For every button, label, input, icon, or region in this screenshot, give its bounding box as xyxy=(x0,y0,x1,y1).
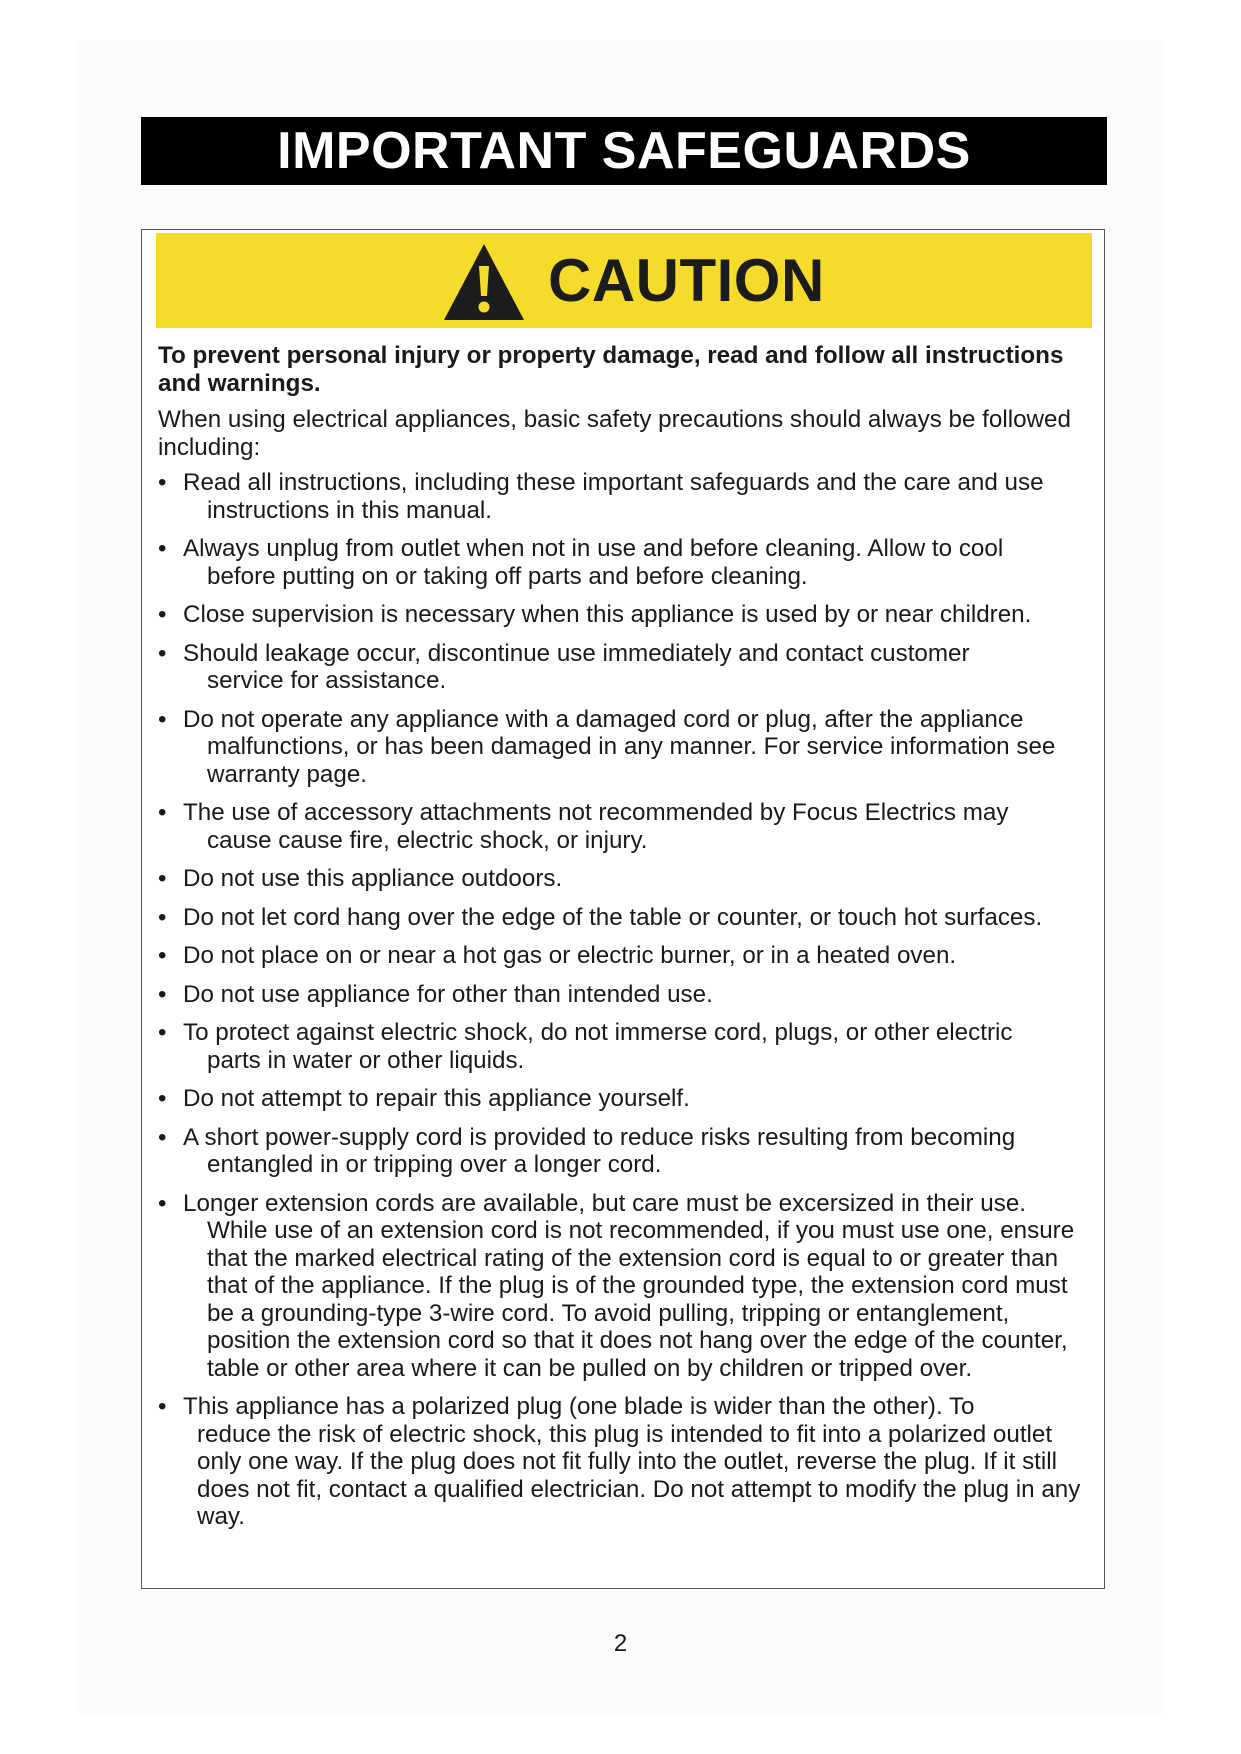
bullet-icon: • xyxy=(158,639,167,667)
list-item: • Do not use appliance for other than intended use. xyxy=(158,980,713,1008)
bullet-icon: • xyxy=(158,535,167,562)
bullet-icon: • xyxy=(158,705,167,733)
list-item: • Do not use this appliance outdoors. xyxy=(158,865,563,892)
bullet-icon: • xyxy=(158,469,167,496)
list-item: • A short power-supply cord is provided to reduce risks resulting from becoming entangled in or tripping over a longer cord. xyxy=(158,1123,1016,1178)
list-item: • This appliance has a polarized plug (one blade is wider than the other). To reduce the risk of electric shock, this plug is intended to fit into a polarized outlet only one way. If the plug does not fit fully into the outlet, reverse the plug. If it still does not fit, contact a qualified electrician. Do not attempt to modify the plug in any way. xyxy=(158,1393,1081,1530)
list-item: • Do not attempt to repair this appliance yourself. xyxy=(158,1085,690,1112)
page-title: IMPORTANT SAFEGUARDS xyxy=(141,117,1107,185)
bullet-icon: • xyxy=(158,980,167,1008)
caution-banner xyxy=(156,233,1092,328)
list-item: • Do not place on or near a hot gas or electric burner, or in a heated oven. xyxy=(158,942,957,969)
list-item: • Do not operate any appliance with a damaged cord or plug, after the appliance malfunctions, or has been damaged in any manner. For service information see warranty page. xyxy=(158,705,1056,788)
list-item: • To protect against electric shock, do not immerse cord, plugs, or other electric parts in water or other liquids. xyxy=(158,1019,1013,1074)
safeguard-list xyxy=(158,469,1088,1531)
bullet-icon: • xyxy=(158,942,167,969)
bullet-icon: • xyxy=(158,1393,167,1420)
safeguards-content xyxy=(158,342,1088,1542)
list-item: • Close supervision is necessary when this appliance is used by or near children. xyxy=(158,601,1032,628)
bullet-icon: • xyxy=(158,1123,167,1151)
caution-heading: CAUTION xyxy=(548,247,825,314)
bullet-icon: • xyxy=(158,1189,167,1217)
list-item: • Always unplug from outlet when not in use and before cleaning. Allow to cool before putting on or taking off parts and before cleaning. xyxy=(158,535,1004,590)
lead-warning: To prevent personal injury or property damage, read and follow all instructions and warnings. xyxy=(158,342,1064,397)
warning-triangle-icon xyxy=(442,242,526,322)
bullet-icon: • xyxy=(158,865,167,892)
intro-text: When using electrical appliances, basic safety precautions should always be followed including: xyxy=(158,406,1071,461)
list-item: • The use of accessory attachments not recommended by Focus Electrics may cause cause fire, electric shock, or injury. xyxy=(158,799,1009,854)
list-item: • Should leakage occur, discontinue use immediately and contact customer service for assistance. xyxy=(158,639,970,694)
bullet-icon: • xyxy=(158,1085,167,1112)
list-item: • Read all instructions, including these important safeguards and the care and use instructions in this manual. xyxy=(158,469,1044,524)
bullet-icon: • xyxy=(158,601,167,628)
bullet-icon: • xyxy=(158,903,167,931)
list-item: • Do not let cord hang over the edge of the table or counter, or touch hot surfaces. xyxy=(158,903,1043,931)
bullet-icon: • xyxy=(158,799,167,826)
caution-box xyxy=(141,229,1105,1589)
list-item: • Longer extension cords are available, but care must be excersized in their use. While use of an extension cord is not recommended, if you must use one, ensure that the marked electrical rating of the extension cord is equal to or greater than that of the appliance. If the plug is of the grounded type, the extension cord must be a grounding-type 3-wire cord. To avoid pulling, tripping or entanglement, position the extension cord so that it does not hang over the edge of the counter, table or other area where it can be pulled on by children or tripped over. xyxy=(158,1189,1075,1382)
page-number: 2 xyxy=(613,1630,628,1657)
bullet-icon: • xyxy=(158,1019,167,1046)
